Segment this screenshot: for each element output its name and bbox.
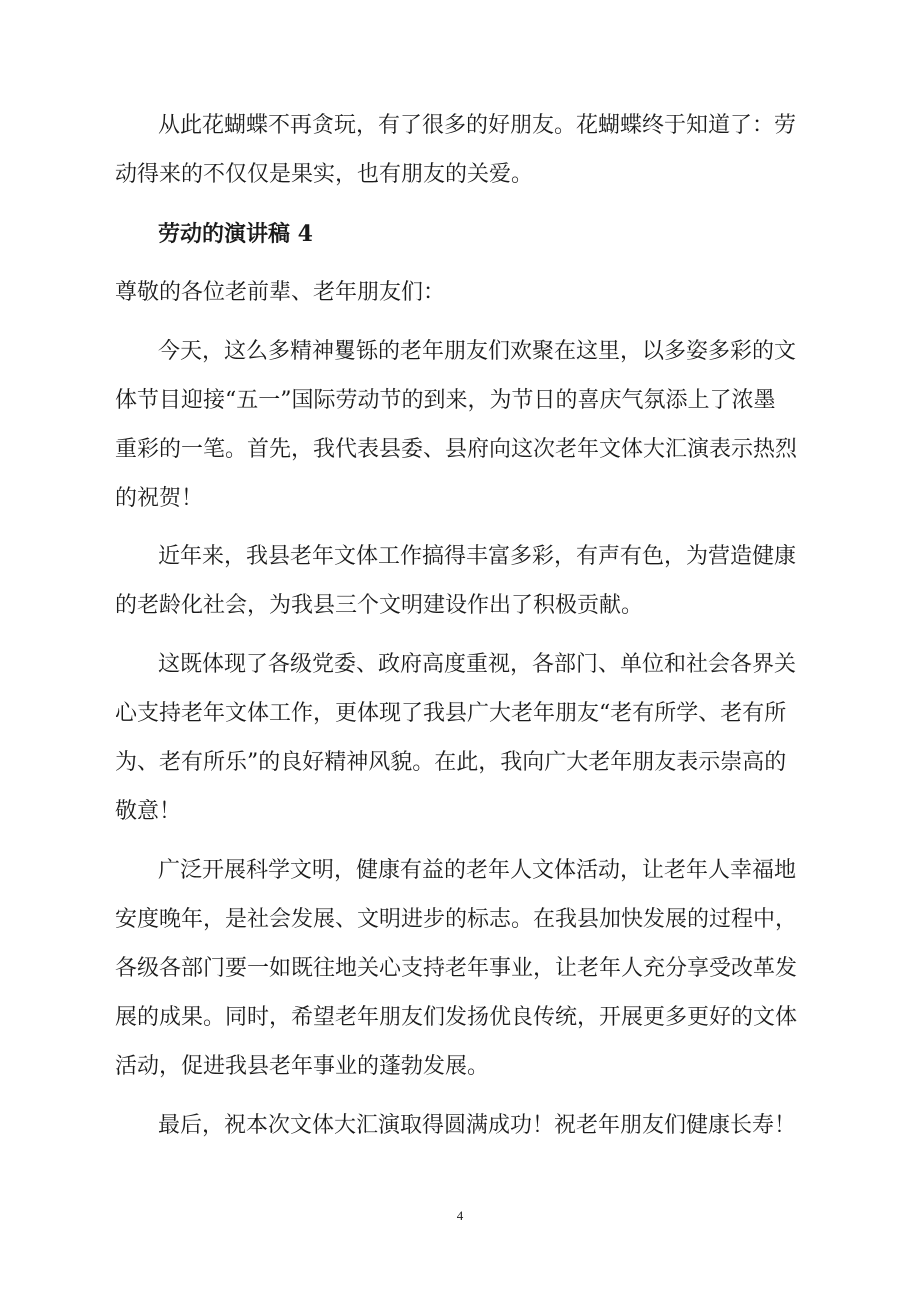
text-line: 展的成果。同时，希望老年朋友们发扬优良传统，开展更多更好的文体 [115, 1005, 798, 1030]
paragraph-1-line-1 [0, 111, 920, 141]
section-heading [0, 219, 920, 249]
text-line: 的老龄化社会，为我县三个文明建设作出了积极贡献。 [115, 593, 644, 618]
text-line: 重彩的一笔。首先，我代表县委、县府向这次老年文体大汇演表示热烈 [115, 437, 798, 462]
salutation [0, 278, 920, 308]
paragraph-2-line-1 [0, 337, 920, 367]
text-line: 动得来的不仅仅是果实，也有朋友的关爱。 [115, 162, 534, 187]
text-line: 尊敬的各位老前辈、老年朋友们： [115, 280, 446, 305]
paragraph-5-line-5 [0, 1052, 920, 1082]
paragraph-2-line-2 [0, 386, 920, 416]
text-line: 今天，这么多精神矍铄的老年朋友们欢聚在这里，以多姿多彩的文 [158, 339, 797, 364]
text-line: 广泛开展科学文明，健康有益的老年人文体活动，让老年人幸福地 [158, 858, 797, 883]
heading-text: 劳动的演讲稿 4 [158, 221, 313, 247]
paragraph-2-line-3 [0, 435, 920, 465]
text-line: 各级各部门要一如既往地关心支持老年事业，让老年人充分享受改革发 [115, 956, 798, 981]
text-line: 这既体现了各级党委、政府高度重视，各部门、单位和社会各界关 [158, 652, 797, 677]
text-line: 从此花蝴蝶不再贪玩，有了很多的好朋友。花蝴蝶终于知道了：劳 [158, 113, 797, 138]
text-line: 活动，促进我县老年事业的蓬勃发展。 [115, 1054, 490, 1079]
paragraph-5-line-3 [0, 954, 920, 984]
text-line: 近年来，我县老年文体工作搞得丰富多彩，有声有色，为营造健康 [158, 544, 797, 569]
paragraph-1-line-2 [0, 160, 920, 190]
paragraph-4-line-4 [0, 797, 920, 827]
paragraph-5-line-2 [0, 905, 920, 935]
text-line: 心支持老年文体工作，更体现了我县广大老年朋友“老有所学、老有所 [115, 701, 787, 726]
paragraph-5-line-4 [0, 1003, 920, 1033]
paragraph-2-line-4 [0, 484, 920, 514]
text-line: 为、老有所乐”的良好精神风貌。在此，我向广大老年朋友表示崇高的 [115, 750, 787, 775]
paragraph-3-line-1 [0, 542, 920, 572]
text-line: 敬意！ [115, 799, 182, 824]
paragraph-5-line-1 [0, 856, 920, 886]
paragraph-3-line-2 [0, 591, 920, 621]
paragraph-4-line-2 [0, 699, 920, 729]
paragraph-4-line-1 [0, 650, 920, 680]
page-number: 4 [456, 1208, 464, 1223]
paragraph-4-line-3 [0, 748, 920, 778]
text-line: 安度晚年，是社会发展、文明进步的标志。在我县加快发展的过程中， [115, 907, 798, 932]
paragraph-6-line-1 [0, 1111, 920, 1141]
text-line: 的祝贺！ [115, 486, 204, 511]
text-line: 最后，祝本次文体大汇演取得圆满成功！祝老年朋友们健康长寿！ [158, 1113, 797, 1138]
text-line: 体节目迎接“五一”国际劳动节的到来，为节日的喜庆气氛添上了浓墨 [115, 388, 776, 413]
